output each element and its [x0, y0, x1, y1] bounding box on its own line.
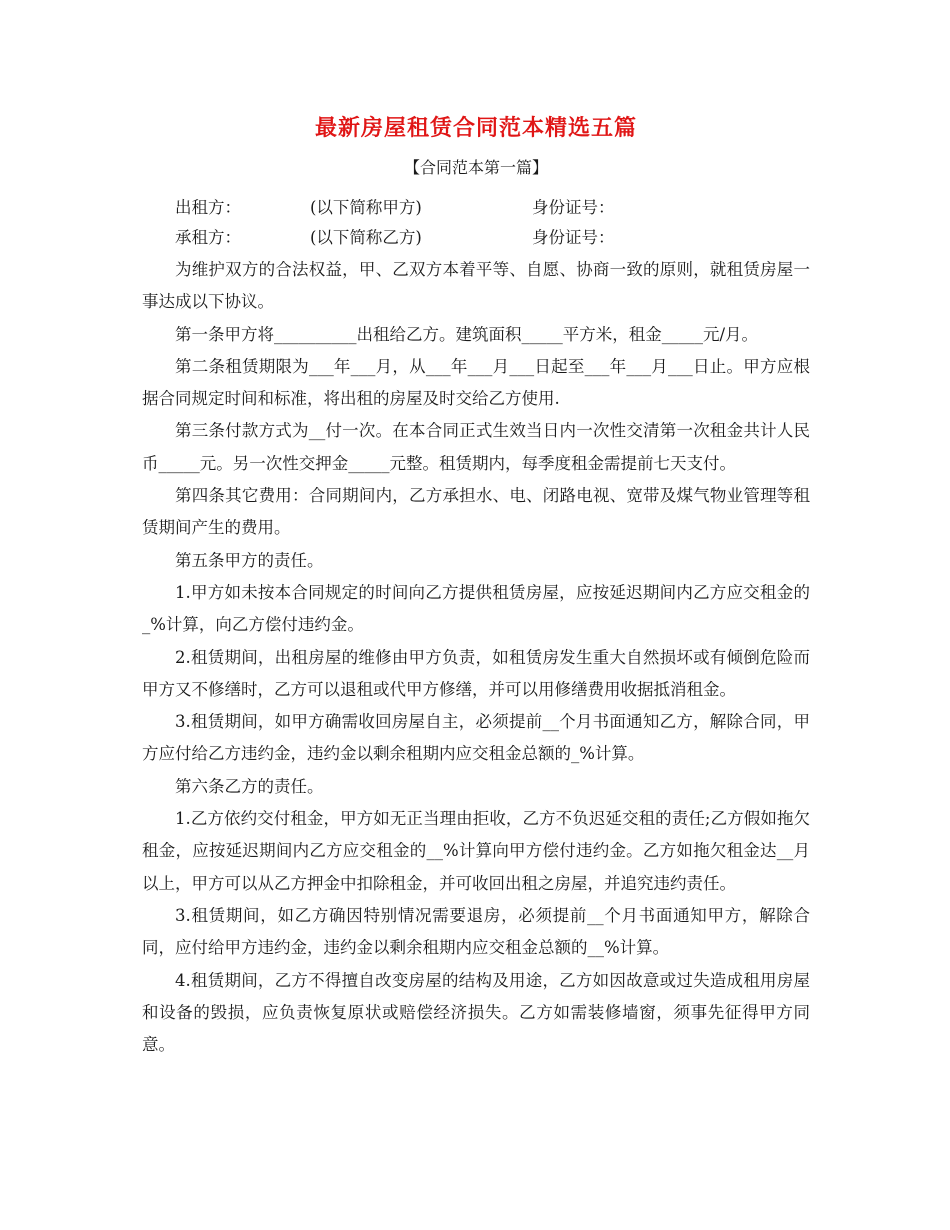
paragraph-article-6: 第六条乙方的责任。 [175, 776, 324, 796]
paragraph-article-6-item-4: 4.租赁期间，乙方不得擅自改变房屋的结构及用途，乙方如因故意或过失造成租用房屋和设备的毁损，应负责恢复原状或赔偿经济损失。乙方如需装修墙窗，须事先征得甲方同意。 [142, 970, 810, 1055]
paragraph-article-4: 第四条其它费用：合同期间内，乙方承担水、电、闭路电视、宽带及煤气物业管理等租赁期间产生的费用。 [142, 486, 810, 538]
section-heading: 【合同范本第一篇】 [403, 158, 548, 177]
party-alias-label: (以下简称甲方) [310, 198, 422, 217]
party-role-label: 承租方： [175, 228, 241, 247]
paragraph-article-5-item-1: 1.甲方如未按本合同规定的时间向乙方提供租赁房屋，应按延迟期间内乙方应交租金的_%计算，向乙方偿付违约金。 [142, 582, 810, 635]
tenant-line [142, 223, 810, 253]
contract-body [142, 254, 810, 1061]
paragraph-article-5-item-2: 2.租赁期间，出租房屋的维修由甲方负责，如租赁房发生重大自然损坏或有倾倒危险而甲方又不修缮时，乙方可以退租或代甲方修缮，并可以用修缮费用收据抵消租金。 [142, 647, 810, 699]
party-alias-label: (以下简称乙方) [310, 228, 422, 247]
party-id-label: 身份证号： [532, 228, 615, 247]
paragraph-article-1: 第一条甲方将__________出租给乙方。建筑面积_____平方米，租金_____元/月。 [175, 324, 759, 344]
party-role-label: 出租方： [175, 198, 241, 217]
paragraph-preamble: 为维护双方的合法权益，甲、乙双方本着平等、自愿、协商一致的原则，就租赁房屋一事达成以下协议。 [142, 260, 810, 312]
landlord-line [142, 193, 810, 223]
paragraph-article-6-item-3: 3.租赁期间，如乙方确因特别情况需要退房，必须提前__个月书面通知甲方，解除合同，应付给甲方违约金，违约金以剩余租期内应交租金总额的__%计算。 [142, 905, 810, 958]
paragraph-article-3: 第三条付款方式为__付一次。在本合同正式生效当日内一次性交清第一次租金共计人民币_____元。另一次性交押金_____元整。租赁期内，每季度租金需提前七天支付。 [142, 421, 810, 473]
paragraph-article-6-item-1: 1.乙方依约交付租金，甲方如无正当理由拒收，乙方不负迟延交租的责任;乙方假如拖欠租金，应按延迟期间内乙方应交租金的__%计算向甲方偿付违约金。乙方如拖欠租金达__月以上，甲方可以从乙方押金中扣除租金，并可收回出租之房屋，并追究违约责任。 [142, 809, 810, 893]
document-title: 最新房屋租赁合同范本精选五篇 [314, 115, 637, 141]
paragraph-article-2: 第二条租赁期限为___年___月，从___年___月___日起至___年___月___日止。甲方应根据合同规定时间和标准，将出租的房屋及时交给乙方使用. [142, 356, 810, 409]
paragraph-article-5-item-3: 3.租赁期间，如甲方确需收回房屋自主，必须提前__个月书面通知乙方，解除合同，甲方应付给乙方违约金，违约金以剩余租期内应交租金总额的_%计算。 [142, 712, 810, 764]
paragraph-article-5: 第五条甲方的责任。 [175, 550, 324, 570]
party-id-label: 身份证号： [532, 198, 615, 217]
